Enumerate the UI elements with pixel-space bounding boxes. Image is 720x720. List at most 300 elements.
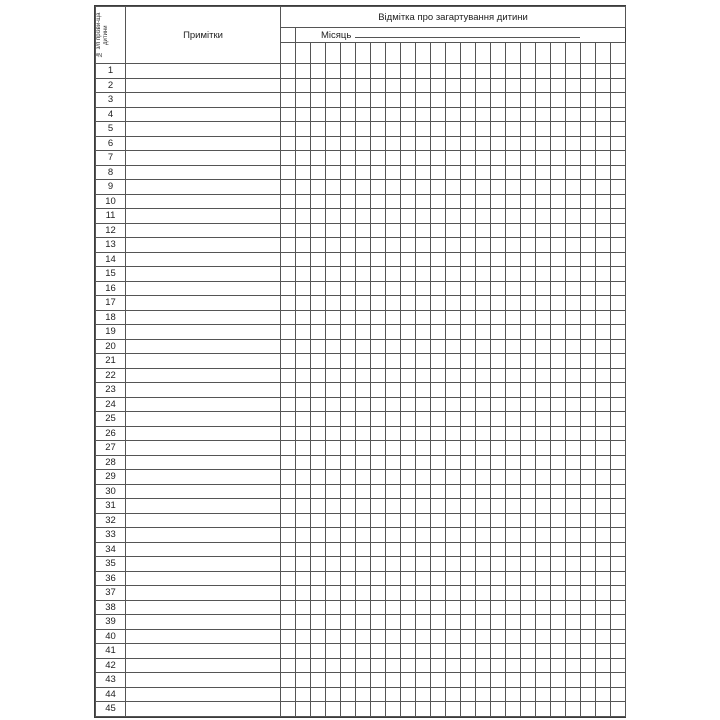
- day-mark-cell[interactable]: [431, 354, 446, 369]
- day-mark-cell[interactable]: [611, 165, 626, 180]
- day-mark-cell[interactable]: [386, 397, 401, 412]
- day-mark-cell[interactable]: [311, 194, 326, 209]
- notes-cell[interactable]: [126, 223, 281, 238]
- day-mark-cell[interactable]: [281, 93, 296, 108]
- day-mark-cell[interactable]: [296, 93, 311, 108]
- day-mark-cell[interactable]: [446, 571, 461, 586]
- day-mark-cell[interactable]: [386, 455, 401, 470]
- day-mark-cell[interactable]: [341, 223, 356, 238]
- day-mark-cell[interactable]: [551, 93, 566, 108]
- day-mark-cell[interactable]: [281, 122, 296, 137]
- day-mark-cell[interactable]: [446, 426, 461, 441]
- day-mark-cell[interactable]: [461, 223, 476, 238]
- day-mark-cell[interactable]: [491, 571, 506, 586]
- day-mark-cell[interactable]: [551, 136, 566, 151]
- day-mark-cell[interactable]: [311, 426, 326, 441]
- day-mark-cell[interactable]: [386, 600, 401, 615]
- day-mark-cell[interactable]: [371, 78, 386, 93]
- day-mark-cell[interactable]: [431, 78, 446, 93]
- day-mark-cell[interactable]: [416, 600, 431, 615]
- day-mark-cell[interactable]: [566, 107, 581, 122]
- day-mark-cell[interactable]: [401, 484, 416, 499]
- day-mark-cell[interactable]: [431, 267, 446, 282]
- day-mark-cell[interactable]: [491, 397, 506, 412]
- day-mark-cell[interactable]: [446, 644, 461, 659]
- day-mark-cell[interactable]: [521, 165, 536, 180]
- day-mark-cell[interactable]: [551, 165, 566, 180]
- day-mark-cell[interactable]: [386, 629, 401, 644]
- day-mark-cell[interactable]: [326, 441, 341, 456]
- day-mark-cell[interactable]: [416, 542, 431, 557]
- day-mark-cell[interactable]: [491, 412, 506, 427]
- day-mark-cell[interactable]: [446, 441, 461, 456]
- day-mark-cell[interactable]: [356, 78, 371, 93]
- notes-cell[interactable]: [126, 586, 281, 601]
- day-mark-cell[interactable]: [566, 542, 581, 557]
- day-mark-cell[interactable]: [401, 702, 416, 717]
- notes-cell[interactable]: [126, 122, 281, 137]
- day-mark-cell[interactable]: [326, 557, 341, 572]
- day-mark-cell[interactable]: [281, 586, 296, 601]
- day-mark-cell[interactable]: [596, 93, 611, 108]
- day-mark-cell[interactable]: [341, 325, 356, 340]
- day-mark-cell[interactable]: [386, 339, 401, 354]
- day-mark-cell[interactable]: [536, 673, 551, 688]
- day-mark-cell[interactable]: [386, 586, 401, 601]
- day-mark-cell[interactable]: [551, 600, 566, 615]
- day-mark-cell[interactable]: [326, 658, 341, 673]
- day-mark-cell[interactable]: [371, 426, 386, 441]
- day-mark-cell[interactable]: [296, 571, 311, 586]
- day-mark-cell[interactable]: [506, 93, 521, 108]
- notes-cell[interactable]: [126, 557, 281, 572]
- day-mark-cell[interactable]: [596, 470, 611, 485]
- day-mark-cell[interactable]: [596, 194, 611, 209]
- day-mark-cell[interactable]: [311, 339, 326, 354]
- day-mark-cell[interactable]: [371, 194, 386, 209]
- day-mark-cell[interactable]: [326, 194, 341, 209]
- day-mark-cell[interactable]: [311, 122, 326, 137]
- day-mark-cell[interactable]: [371, 513, 386, 528]
- day-mark-cell[interactable]: [326, 383, 341, 398]
- day-mark-cell[interactable]: [476, 455, 491, 470]
- day-mark-cell[interactable]: [566, 267, 581, 282]
- day-mark-cell[interactable]: [521, 557, 536, 572]
- day-mark-cell[interactable]: [281, 397, 296, 412]
- day-mark-cell[interactable]: [296, 136, 311, 151]
- day-mark-cell[interactable]: [506, 165, 521, 180]
- day-mark-cell[interactable]: [386, 441, 401, 456]
- day-mark-cell[interactable]: [611, 107, 626, 122]
- day-mark-cell[interactable]: [431, 702, 446, 717]
- day-mark-cell[interactable]: [491, 310, 506, 325]
- day-mark-cell[interactable]: [341, 687, 356, 702]
- day-mark-cell[interactable]: [536, 310, 551, 325]
- day-mark-cell[interactable]: [326, 368, 341, 383]
- day-mark-cell[interactable]: [536, 107, 551, 122]
- day-mark-cell[interactable]: [311, 354, 326, 369]
- day-mark-cell[interactable]: [491, 354, 506, 369]
- day-mark-cell[interactable]: [431, 296, 446, 311]
- day-mark-cell[interactable]: [446, 310, 461, 325]
- day-mark-cell[interactable]: [356, 600, 371, 615]
- day-mark-cell[interactable]: [566, 615, 581, 630]
- day-mark-cell[interactable]: [611, 296, 626, 311]
- day-mark-cell[interactable]: [506, 658, 521, 673]
- day-mark-cell[interactable]: [446, 658, 461, 673]
- day-mark-cell[interactable]: [566, 586, 581, 601]
- day-mark-cell[interactable]: [386, 557, 401, 572]
- day-mark-cell[interactable]: [611, 484, 626, 499]
- day-mark-cell[interactable]: [476, 557, 491, 572]
- day-mark-cell[interactable]: [401, 281, 416, 296]
- day-mark-cell[interactable]: [551, 296, 566, 311]
- day-mark-cell[interactable]: [566, 397, 581, 412]
- day-mark-cell[interactable]: [596, 513, 611, 528]
- day-mark-cell[interactable]: [356, 107, 371, 122]
- day-mark-cell[interactable]: [311, 78, 326, 93]
- day-mark-cell[interactable]: [356, 209, 371, 224]
- day-mark-cell[interactable]: [566, 223, 581, 238]
- day-mark-cell[interactable]: [416, 528, 431, 543]
- day-header-cell[interactable]: [566, 43, 581, 64]
- day-mark-cell[interactable]: [476, 484, 491, 499]
- day-mark-cell[interactable]: [431, 165, 446, 180]
- notes-cell[interactable]: [126, 64, 281, 79]
- day-mark-cell[interactable]: [506, 542, 521, 557]
- day-mark-cell[interactable]: [311, 325, 326, 340]
- day-mark-cell[interactable]: [356, 441, 371, 456]
- day-mark-cell[interactable]: [386, 281, 401, 296]
- day-mark-cell[interactable]: [566, 528, 581, 543]
- day-mark-cell[interactable]: [521, 136, 536, 151]
- day-mark-cell[interactable]: [536, 354, 551, 369]
- day-mark-cell[interactable]: [341, 310, 356, 325]
- day-mark-cell[interactable]: [401, 600, 416, 615]
- day-mark-cell[interactable]: [281, 281, 296, 296]
- day-mark-cell[interactable]: [581, 383, 596, 398]
- day-mark-cell[interactable]: [341, 542, 356, 557]
- day-mark-cell[interactable]: [386, 499, 401, 514]
- day-mark-cell[interactable]: [281, 252, 296, 267]
- day-mark-cell[interactable]: [356, 281, 371, 296]
- day-mark-cell[interactable]: [446, 673, 461, 688]
- day-mark-cell[interactable]: [491, 528, 506, 543]
- day-mark-cell[interactable]: [446, 687, 461, 702]
- day-mark-cell[interactable]: [341, 484, 356, 499]
- day-mark-cell[interactable]: [581, 107, 596, 122]
- day-mark-cell[interactable]: [461, 209, 476, 224]
- day-mark-cell[interactable]: [341, 644, 356, 659]
- day-mark-cell[interactable]: [491, 383, 506, 398]
- day-mark-cell[interactable]: [311, 397, 326, 412]
- day-mark-cell[interactable]: [596, 339, 611, 354]
- day-mark-cell[interactable]: [506, 223, 521, 238]
- day-mark-cell[interactable]: [566, 513, 581, 528]
- day-mark-cell[interactable]: [461, 455, 476, 470]
- day-mark-cell[interactable]: [551, 310, 566, 325]
- day-mark-cell[interactable]: [326, 122, 341, 137]
- day-mark-cell[interactable]: [521, 151, 536, 166]
- day-mark-cell[interactable]: [281, 136, 296, 151]
- day-mark-cell[interactable]: [386, 310, 401, 325]
- day-mark-cell[interactable]: [581, 484, 596, 499]
- day-mark-cell[interactable]: [476, 107, 491, 122]
- day-mark-cell[interactable]: [401, 93, 416, 108]
- day-mark-cell[interactable]: [281, 310, 296, 325]
- day-mark-cell[interactable]: [386, 528, 401, 543]
- day-mark-cell[interactable]: [386, 644, 401, 659]
- day-mark-cell[interactable]: [311, 281, 326, 296]
- day-mark-cell[interactable]: [401, 412, 416, 427]
- day-mark-cell[interactable]: [371, 122, 386, 137]
- day-mark-cell[interactable]: [296, 513, 311, 528]
- day-mark-cell[interactable]: [311, 151, 326, 166]
- day-mark-cell[interactable]: [596, 673, 611, 688]
- day-mark-cell[interactable]: [491, 615, 506, 630]
- day-mark-cell[interactable]: [521, 281, 536, 296]
- day-mark-cell[interactable]: [371, 412, 386, 427]
- day-mark-cell[interactable]: [611, 470, 626, 485]
- day-mark-cell[interactable]: [281, 455, 296, 470]
- day-mark-cell[interactable]: [551, 644, 566, 659]
- day-mark-cell[interactable]: [536, 412, 551, 427]
- day-mark-cell[interactable]: [536, 658, 551, 673]
- day-mark-cell[interactable]: [281, 426, 296, 441]
- day-mark-cell[interactable]: [296, 499, 311, 514]
- day-mark-cell[interactable]: [551, 586, 566, 601]
- day-mark-cell[interactable]: [416, 339, 431, 354]
- day-mark-cell[interactable]: [581, 151, 596, 166]
- day-mark-cell[interactable]: [341, 658, 356, 673]
- day-mark-cell[interactable]: [296, 165, 311, 180]
- day-mark-cell[interactable]: [296, 354, 311, 369]
- day-mark-cell[interactable]: [326, 78, 341, 93]
- day-mark-cell[interactable]: [356, 165, 371, 180]
- day-mark-cell[interactable]: [326, 542, 341, 557]
- day-mark-cell[interactable]: [401, 209, 416, 224]
- day-mark-cell[interactable]: [431, 513, 446, 528]
- day-mark-cell[interactable]: [476, 354, 491, 369]
- day-mark-cell[interactable]: [611, 354, 626, 369]
- day-mark-cell[interactable]: [581, 194, 596, 209]
- day-mark-cell[interactable]: [341, 702, 356, 717]
- day-mark-cell[interactable]: [536, 368, 551, 383]
- day-mark-cell[interactable]: [311, 209, 326, 224]
- day-mark-cell[interactable]: [281, 194, 296, 209]
- day-mark-cell[interactable]: [551, 267, 566, 282]
- day-mark-cell[interactable]: [371, 615, 386, 630]
- day-mark-cell[interactable]: [461, 122, 476, 137]
- day-mark-cell[interactable]: [281, 339, 296, 354]
- day-mark-cell[interactable]: [521, 78, 536, 93]
- day-mark-cell[interactable]: [371, 209, 386, 224]
- day-mark-cell[interactable]: [401, 557, 416, 572]
- day-mark-cell[interactable]: [536, 194, 551, 209]
- day-mark-cell[interactable]: [431, 615, 446, 630]
- day-mark-cell[interactable]: [401, 455, 416, 470]
- day-mark-cell[interactable]: [596, 629, 611, 644]
- day-mark-cell[interactable]: [296, 209, 311, 224]
- day-mark-cell[interactable]: [446, 600, 461, 615]
- day-mark-cell[interactable]: [506, 122, 521, 137]
- day-mark-cell[interactable]: [461, 586, 476, 601]
- day-mark-cell[interactable]: [506, 513, 521, 528]
- day-mark-cell[interactable]: [521, 223, 536, 238]
- day-mark-cell[interactable]: [371, 252, 386, 267]
- day-mark-cell[interactable]: [431, 136, 446, 151]
- day-mark-cell[interactable]: [326, 252, 341, 267]
- day-mark-cell[interactable]: [551, 615, 566, 630]
- day-mark-cell[interactable]: [416, 397, 431, 412]
- day-mark-cell[interactable]: [281, 600, 296, 615]
- day-mark-cell[interactable]: [431, 586, 446, 601]
- day-mark-cell[interactable]: [311, 673, 326, 688]
- day-mark-cell[interactable]: [356, 644, 371, 659]
- day-mark-cell[interactable]: [551, 470, 566, 485]
- day-mark-cell[interactable]: [506, 194, 521, 209]
- day-mark-cell[interactable]: [506, 412, 521, 427]
- day-mark-cell[interactable]: [341, 470, 356, 485]
- day-header-cell[interactable]: [326, 43, 341, 64]
- day-mark-cell[interactable]: [386, 267, 401, 282]
- day-mark-cell[interactable]: [311, 64, 326, 79]
- day-mark-cell[interactable]: [521, 586, 536, 601]
- day-mark-cell[interactable]: [596, 702, 611, 717]
- day-mark-cell[interactable]: [551, 455, 566, 470]
- day-mark-cell[interactable]: [581, 93, 596, 108]
- day-mark-cell[interactable]: [311, 296, 326, 311]
- day-mark-cell[interactable]: [536, 165, 551, 180]
- day-mark-cell[interactable]: [536, 151, 551, 166]
- day-mark-cell[interactable]: [581, 165, 596, 180]
- day-mark-cell[interactable]: [506, 325, 521, 340]
- day-mark-cell[interactable]: [596, 151, 611, 166]
- day-mark-cell[interactable]: [581, 267, 596, 282]
- day-mark-cell[interactable]: [476, 687, 491, 702]
- day-mark-cell[interactable]: [296, 180, 311, 195]
- day-mark-cell[interactable]: [461, 339, 476, 354]
- day-mark-cell[interactable]: [491, 644, 506, 659]
- day-mark-cell[interactable]: [416, 455, 431, 470]
- day-mark-cell[interactable]: [611, 209, 626, 224]
- day-mark-cell[interactable]: [566, 441, 581, 456]
- day-mark-cell[interactable]: [566, 339, 581, 354]
- day-mark-cell[interactable]: [341, 499, 356, 514]
- day-mark-cell[interactable]: [281, 571, 296, 586]
- day-mark-cell[interactable]: [341, 513, 356, 528]
- day-mark-cell[interactable]: [506, 441, 521, 456]
- day-mark-cell[interactable]: [476, 252, 491, 267]
- day-mark-cell[interactable]: [281, 64, 296, 79]
- day-mark-cell[interactable]: [371, 397, 386, 412]
- day-mark-cell[interactable]: [566, 325, 581, 340]
- day-mark-cell[interactable]: [611, 615, 626, 630]
- day-mark-cell[interactable]: [446, 615, 461, 630]
- day-mark-cell[interactable]: [371, 673, 386, 688]
- day-mark-cell[interactable]: [611, 629, 626, 644]
- day-mark-cell[interactable]: [296, 658, 311, 673]
- day-mark-cell[interactable]: [476, 165, 491, 180]
- day-mark-cell[interactable]: [566, 354, 581, 369]
- notes-cell[interactable]: [126, 194, 281, 209]
- day-mark-cell[interactable]: [581, 470, 596, 485]
- day-header-cell[interactable]: [416, 43, 431, 64]
- day-mark-cell[interactable]: [461, 687, 476, 702]
- day-mark-cell[interactable]: [326, 484, 341, 499]
- day-mark-cell[interactable]: [296, 281, 311, 296]
- day-mark-cell[interactable]: [596, 180, 611, 195]
- day-mark-cell[interactable]: [521, 629, 536, 644]
- day-mark-cell[interactable]: [401, 542, 416, 557]
- notes-cell[interactable]: [126, 339, 281, 354]
- day-mark-cell[interactable]: [356, 412, 371, 427]
- day-mark-cell[interactable]: [506, 571, 521, 586]
- day-mark-cell[interactable]: [611, 600, 626, 615]
- day-mark-cell[interactable]: [431, 209, 446, 224]
- day-mark-cell[interactable]: [596, 557, 611, 572]
- day-mark-cell[interactable]: [491, 165, 506, 180]
- day-mark-cell[interactable]: [326, 325, 341, 340]
- day-mark-cell[interactable]: [596, 542, 611, 557]
- day-mark-cell[interactable]: [431, 397, 446, 412]
- notes-cell[interactable]: [126, 397, 281, 412]
- day-mark-cell[interactable]: [491, 325, 506, 340]
- day-mark-cell[interactable]: [401, 78, 416, 93]
- day-mark-cell[interactable]: [551, 122, 566, 137]
- day-mark-cell[interactable]: [596, 412, 611, 427]
- day-header-cell[interactable]: [356, 43, 371, 64]
- day-mark-cell[interactable]: [611, 194, 626, 209]
- day-mark-cell[interactable]: [476, 223, 491, 238]
- day-mark-cell[interactable]: [611, 368, 626, 383]
- day-mark-cell[interactable]: [551, 687, 566, 702]
- day-mark-cell[interactable]: [356, 296, 371, 311]
- day-mark-cell[interactable]: [281, 383, 296, 398]
- day-mark-cell[interactable]: [431, 426, 446, 441]
- day-mark-cell[interactable]: [416, 238, 431, 253]
- day-mark-cell[interactable]: [371, 281, 386, 296]
- day-mark-cell[interactable]: [326, 107, 341, 122]
- day-mark-cell[interactable]: [386, 325, 401, 340]
- day-mark-cell[interactable]: [311, 238, 326, 253]
- day-mark-cell[interactable]: [521, 209, 536, 224]
- notes-cell[interactable]: [126, 455, 281, 470]
- day-mark-cell[interactable]: [431, 673, 446, 688]
- day-mark-cell[interactable]: [296, 310, 311, 325]
- day-mark-cell[interactable]: [461, 600, 476, 615]
- day-mark-cell[interactable]: [431, 484, 446, 499]
- day-mark-cell[interactable]: [491, 455, 506, 470]
- day-mark-cell[interactable]: [506, 151, 521, 166]
- day-mark-cell[interactable]: [296, 267, 311, 282]
- day-mark-cell[interactable]: [311, 455, 326, 470]
- day-mark-cell[interactable]: [491, 180, 506, 195]
- day-mark-cell[interactable]: [386, 296, 401, 311]
- day-mark-cell[interactable]: [536, 615, 551, 630]
- day-mark-cell[interactable]: [416, 180, 431, 195]
- day-mark-cell[interactable]: [416, 354, 431, 369]
- day-mark-cell[interactable]: [416, 673, 431, 688]
- day-mark-cell[interactable]: [401, 571, 416, 586]
- day-mark-cell[interactable]: [551, 107, 566, 122]
- day-header-cell[interactable]: [296, 43, 311, 64]
- day-mark-cell[interactable]: [416, 586, 431, 601]
- day-mark-cell[interactable]: [326, 412, 341, 427]
- day-mark-cell[interactable]: [551, 658, 566, 673]
- day-mark-cell[interactable]: [386, 223, 401, 238]
- day-mark-cell[interactable]: [596, 252, 611, 267]
